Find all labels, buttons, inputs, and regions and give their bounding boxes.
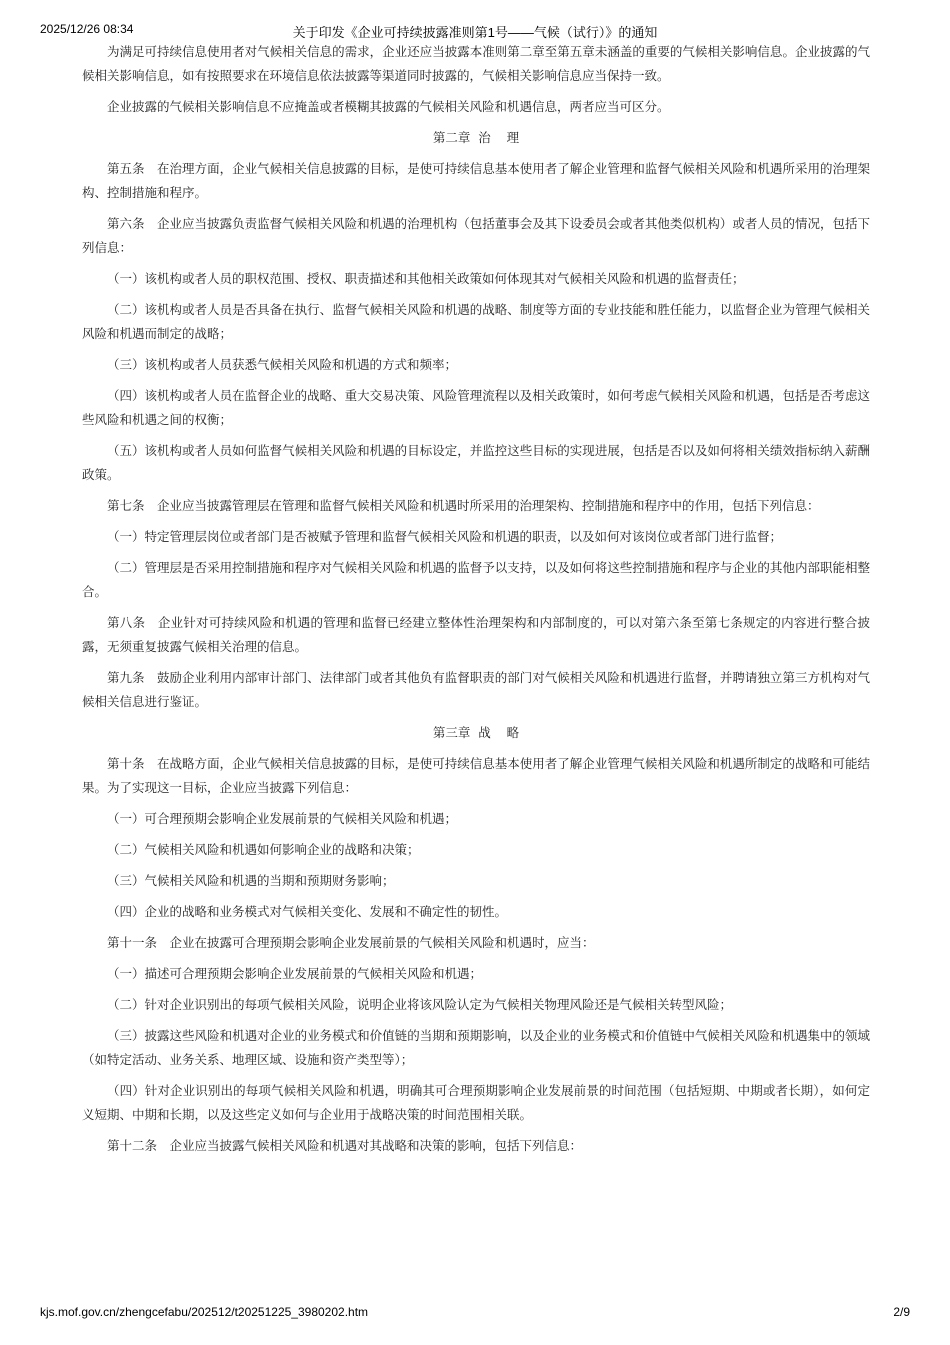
paragraph: （二）该机构或者人员是否具备在执行、监督气候相关风险和机遇的战略、制度等方面的专业技能和胜任能力，以监督企业为管理气候相关风险和机遇而制定的战略； <box>82 302 870 341</box>
paragraph: （一）特定管理层岗位或者部门是否被赋予管理和监督气候相关风险和机遇的职责，以及如何对该岗位或者部门进行监督； <box>107 529 783 544</box>
print-header <box>40 22 910 40</box>
paragraph: （一）该机构或者人员的职权范围、授权、职责描述和其他相关政策如何体现其对气候相关风险和机遇的监督责任； <box>107 271 745 286</box>
print-footer <box>40 1305 910 1323</box>
paragraph: 第十一条 企业在披露可合理预期会影响企业发展前景的气候相关风险和机遇时，应当： <box>107 935 595 950</box>
page-title: 关于印发《企业可持续披露准则第1号——气候（试行）》的通知 <box>292 25 658 40</box>
paragraph: （二）管理层是否采用控制措施和程序对气候相关风险和机遇的监督予以支持，以及如何将这些控制措施和程序与企业的其他内部职能相整合。 <box>82 560 870 599</box>
paragraph: 企业披露的气候相关影响信息不应掩盖或者模糊其披露的气候相关风险和机遇信息，两者应当可区分。 <box>107 99 670 114</box>
paragraph: 为满足可持续信息使用者对气候相关信息的需求，企业还应当披露本准则第二章至第五章未涵盖的重要的气候相关影响信息。企业披露的气候相关影响信息，如有按照要求在环境信息依法披露等渠道同时披露的，气候相关影响信息应当保持一致。 <box>82 44 870 83</box>
paragraph: （四）企业的战略和业务模式对气候相关变化、发展和不确定性的韧性。 <box>107 904 508 919</box>
paragraph: 第十条 在战略方面，企业气候相关信息披露的目标，是使可持续信息基本使用者了解企业管理气候相关风险和机遇所制定的战略和可能结果。为了实现这一目标，企业应当披露下列信息： <box>82 756 870 795</box>
paragraph: 第八条 企业针对可持续风险和机遇的管理和监督已经建立整体性治理架构和内部制度的，可以对第六条至第七条规定的内容进行整合披露，无须重复披露气候相关治理的信息。 <box>82 615 870 654</box>
page-url: kjs.mof.gov.cn/zhengcefabu/202512/t20251225_3980202.htm <box>40 1305 369 1319</box>
paragraph: 第七条 企业应当披露管理层在管理和监督气候相关风险和机遇时所采用的治理架构、控制措施和程序中的作用，包括下列信息： <box>107 498 820 513</box>
paragraph: （一）可合理预期会影响企业发展前景的气候相关风险和机遇； <box>107 811 458 826</box>
paragraph: 第十二条 企业应当披露气候相关风险和机遇对其战略和决策的影响，包括下列信息： <box>107 1138 583 1153</box>
paragraph: （四）针对企业识别出的每项气候相关风险和机遇，明确其可合理预期影响企业发展前景的时间范围（包括短期、中期或者长期），如何定义短期、中期和长期，以及这些定义如何与企业用于战略决策的时间范围相关联。 <box>82 1083 870 1122</box>
paragraph: （三）该机构或者人员获悉气候相关风险和机遇的方式和频率； <box>107 357 458 372</box>
print-date: 2025/12/26 08:34 <box>40 22 134 36</box>
chapter-heading: 第三章 战 略 <box>432 725 520 740</box>
paragraph: （四）该机构或者人员在监督企业的战略、重大交易决策、风险管理流程以及相关政策时，如何考虑气候相关风险和机遇，包括是否考虑这些风险和机遇之间的权衡； <box>82 388 870 427</box>
paragraph: 第九条 鼓励企业利用内部审计部门、法律部门或者其他负有监督职责的部门对气候相关风险和机遇进行监督，并聘请独立第三方机构对气候相关信息进行鉴证。 <box>82 670 870 709</box>
paragraph: （二）气候相关风险和机遇如何影响企业的战略和决策； <box>107 842 420 857</box>
paragraph: 第六条 企业应当披露负责监督气候相关风险和机遇的治理机构（包括董事会及其下设委员会或者其他类似机构）或者人员的情况，包括下列信息： <box>82 216 870 255</box>
paragraph: （一）描述可合理预期会影响企业发展前景的气候相关风险和机遇； <box>107 966 483 981</box>
document-body <box>82 40 870 1165</box>
paragraph: （五）该机构或者人员如何监督气候相关风险和机遇的目标设定，并监控这些目标的实现进展，包括是否以及如何将相关绩效指标纳入薪酬政策。 <box>82 443 870 482</box>
paragraph: （三）气候相关风险和机遇的当期和预期财务影响； <box>107 873 395 888</box>
paragraph: （三）披露这些风险和机遇对企业的业务模式和价值链的当期和预期影响，以及企业的业务模式和价值链中气候相关风险和机遇集中的领域（如特定活动、业务关系、地理区域、设施和资产类型等）； <box>82 1028 870 1067</box>
page-number: 2/9 <box>893 1305 910 1319</box>
paragraph: 第五条 在治理方面，企业气候相关信息披露的目标，是使可持续信息基本使用者了解企业管理和监督气候相关风险和机遇所采用的治理架构、控制措施和程序。 <box>82 161 870 200</box>
paragraph: （二）针对企业识别出的每项气候相关风险，说明企业将该风险认定为气候相关物理风险还是气候相关转型风险； <box>107 997 733 1012</box>
chapter-heading: 第二章 治 理 <box>432 130 520 145</box>
